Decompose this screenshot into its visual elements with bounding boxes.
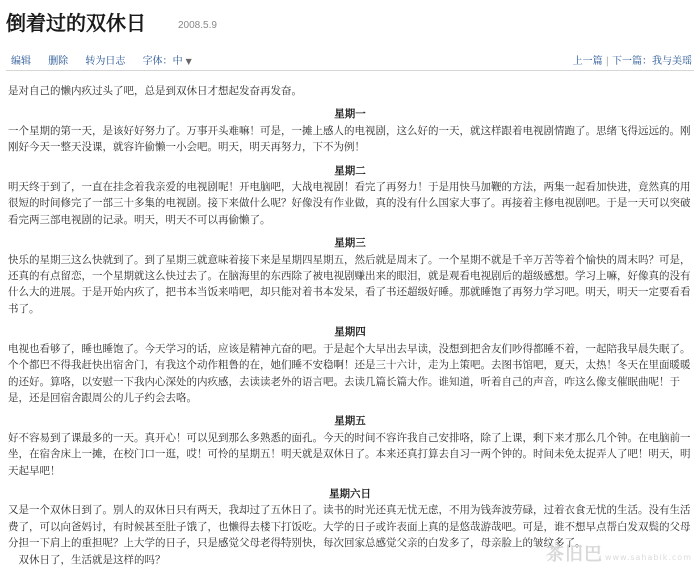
section-text-weekend: 又是一个双休日到了。别人的双休日只有两天，我却过了五休日了。读书的时光还真无忧无虑，不用为钱奔波劳碌，过着衣食无忧的生活。没有生活费了，可以向爸妈讨，有时候甚至肚子饿了，也懒得去楼下打饭吃。大学的日子或许表面上真的是悠哉游哉吧。可是，谁不想早点帮白发双鬓的父母分担一下肩上的重担呢？上大学的日子，只是感觉父母老得特别快，每次回家总感觉父亲的白发多了，母亲脸上的皱纹多了。 [8,504,691,550]
post-date: 2008.5.9 [178,20,217,31]
section-text-monday: 一个星期的第一天，是该好好努力了。万事开头难嘛！可是，一摊上感人的电视剧，这么好的一天，就这样跟着电视剧情跑了。思绪飞得远远的。刚刚好今天一整天没课，就容许偷懒一小会吧。明天，明天再努力，下不为例！ [8,124,691,154]
nav-divider: | [605,56,609,67]
section-heading-thursday: 星期四 [334,326,366,339]
section-text-thursday: 电视也看够了，睡也睡饱了。今天学习的话，应该是精神亢奋的吧。于是起个大早出去早读，没想到把舍友们吵得都睡不着，一起陪我早晨失眠了。个个都巴不得我赶快出宿舍门，有我这个动作粗鲁的在，她们睡不安稳啊！还是三十六计，走为上策吧。去图书馆吧，夏天，太热！冬天在里面暖暖的还好。算咯，以安慰一下我内心深处的内疚感，去读读老外的语言吧。去读几篇长篇大作。谁知道，听着自己的声音，咋这么像支催眠曲呢！于是，还是回宿舍跟周公的儿子约会去咯。 [8,342,691,404]
section-heading-wednesday: 星期三 [334,237,366,250]
section-heading-friday: 星期五 [334,415,366,428]
font-size-label: 字体： [142,56,173,67]
post-navigation [573,52,692,67]
toolbar-actions [11,52,192,67]
watermark-site: www.sahabik.com [604,553,692,562]
delete-button[interactable]: 删除 [48,56,69,67]
post-header [6,5,694,39]
font-size-selector[interactable] [143,56,192,67]
edit-button[interactable]: 编辑 [11,56,31,67]
post-content [8,83,692,575]
prev-post-link[interactable]: 上一篇 [572,56,603,67]
section-heading-weekend: 星期六日 [329,487,371,500]
next-post-link[interactable]: 我与美瑶 [652,56,692,67]
section-text-friday: 好不容易到了课最多的一天。真开心！可以见到那么多熟悉的面孔。今天的时间不容许我自己安排咯，除了上课，剩下来才那么几个钟。在电脑前一坐，在宿舍床上一摊，在校门口一逛，哎！可怜的星期五！明天就是双休日了。本来还真打算去自习一两个钟的。时间未免太捉弄人了吧！明天，明天起早吧！ [8,431,691,477]
chevron-down-icon: ▼ [185,57,192,66]
watermark-brand: 茶旧巴 [545,544,603,565]
watermark-logo [546,540,692,566]
page-title: 倒着过的双休日 [6,11,146,35]
section-text-tuesday: 明天终于到了，一直在挂念着我亲爱的电视剧呢！开电脑吧，大战电视剧！看完了再努力！于是用快马加鞭的方法，两集一起看加快进，竟然真的用很短的时间修完了一部三十多集的电视剧。接下来做什么呢？好像没有作业做，真的没有什么国家大事了。再接着主修电视剧吧。于是一天可以突破看完两三部电视剧的记录。明天，明天不可以再偷懒了。 [8,181,691,226]
section-heading-monday: 星期一 [334,108,366,121]
font-size-value: 中 [172,56,183,67]
post-toolbar [6,48,694,71]
outro-paragraph: 双休日了，生活就是这样的吗？ [18,553,166,566]
convert-to-log-button[interactable]: 转为日志 [85,56,126,67]
section-heading-tuesday: 星期二 [334,164,366,177]
section-text-wednesday: 快乐的星期三这么快就到了。到了星期三就意味着接下来是星期四星期五，然后就是周末了。一个星期不就是千辛万苦等着个愉快的周末吗？可是，还真的有点留恋，一个星期就这么快过去了。在脑海里的东西除了被电视剧赚出来的眼泪，就是观看电视剧后的超级感想。学习上嘛，好像真的没有什么大的进展。于是开始内疚了，把书本当饭来啃吧，却只能对着书本发呆，看了书还超级好睡。那就睡饱了再努力学习吧。明天，明天一定要看看书了。 [8,253,691,315]
intro-paragraph: 是对自己的懒内疚过头了吧，总是到双休日才想起发奋再发奋。 [8,85,302,97]
next-post-label: 下一篇： [612,56,652,67]
